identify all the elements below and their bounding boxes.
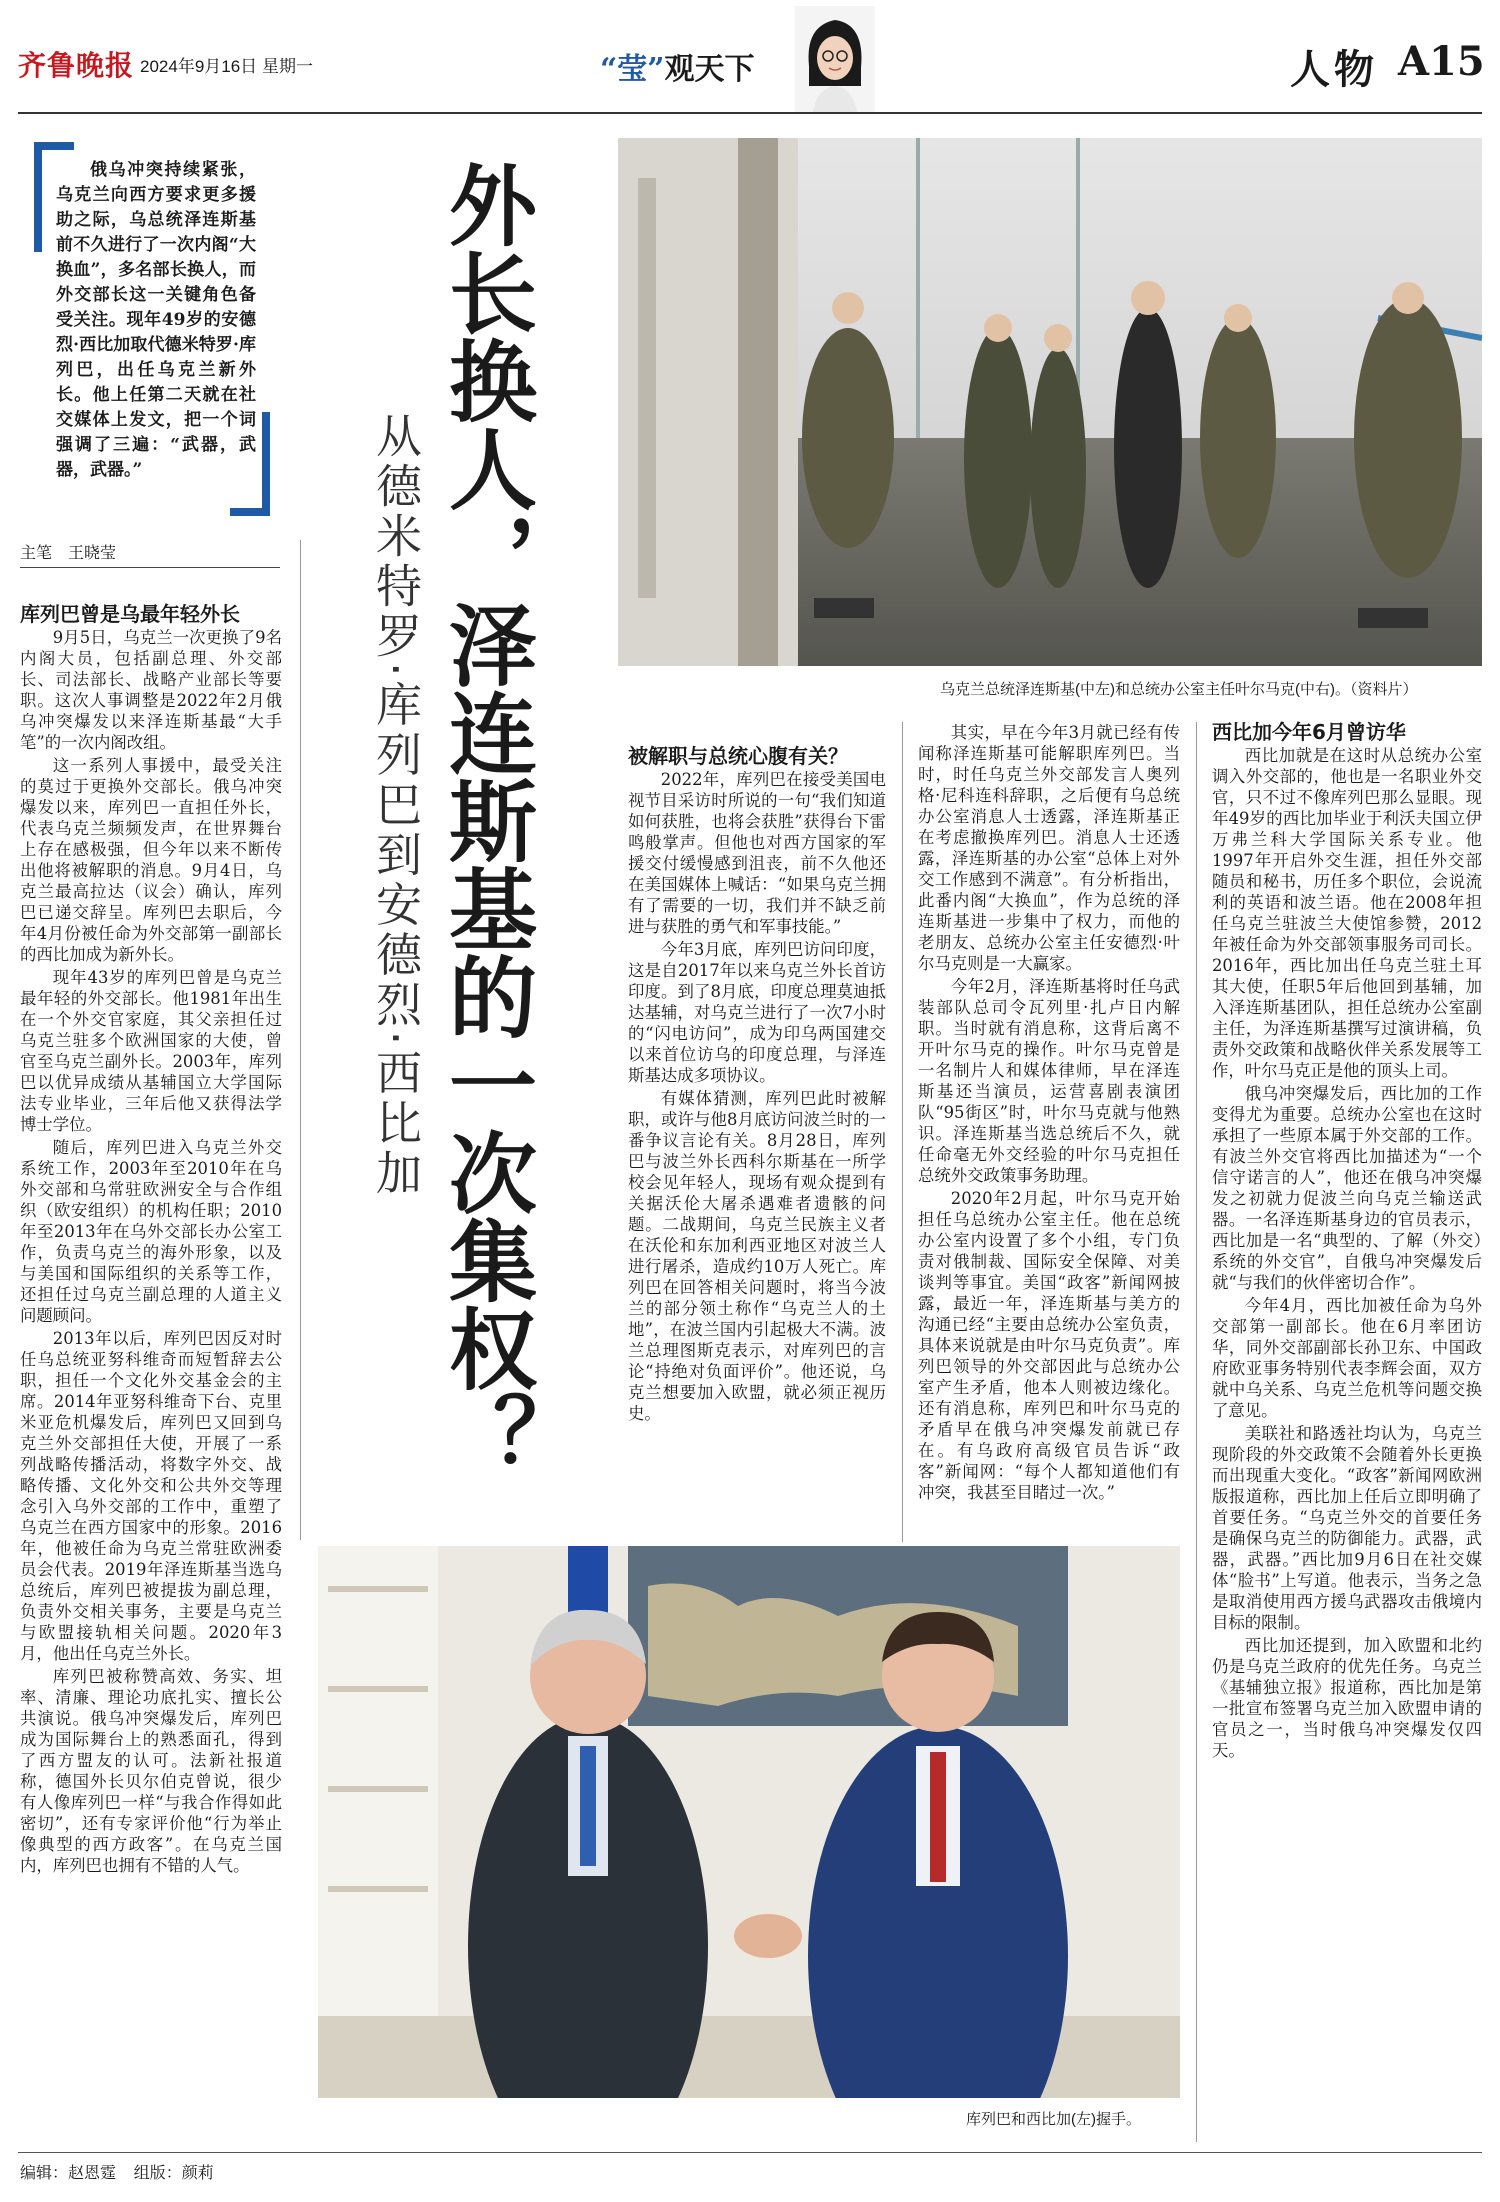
paragraph: 俄乌冲突爆发后，西比加的工作变得尤为重要。总统办公室也在这时承担了一些原本属于外交部的工作。有波兰外交官将西比加描述为“一个信守诺言的人”，他还在俄乌冲突爆发之初就力促波兰向乌克兰输送武器。一名泽连斯基身边的官员表示，西比加是一名“典型的、了解（外交）系统的外交官”，自俄乌冲突爆发后就“与我们的伙伴密切合作”。 xyxy=(1212,1084,1482,1292)
section-heading: 西比加今年6月曾访华 xyxy=(1212,720,1406,744)
photo-zelensky-yermak xyxy=(618,138,1482,666)
intro-summary: 俄乌冲突持续紧张，乌克兰向西方要求更多援助之际，乌总统泽连斯基前不久进行了一次内阁“大换血”，多名部长换人，而外交部长这一关键角色备受关注。现年49岁的安德烈·西比加取代德米特罗·库列巴，出任乌克兰新外长。他上任第二天就在社交媒体上发文，把一个词强调了三遍：“武器，武器，武器。” xyxy=(56,160,256,480)
paragraph: 随后，库列巴进入乌克兰外交系统工作，2003年至2010年在乌外交部和乌常驻欧洲安全与合作组织（欧安组织）的机构任职；2010年至2013年在乌外交部长办公室工作，负责乌克兰的海外形象，以及与美国和国际组织的关系等工作，还担任过乌克兰副总理的人道主义问题顾问。 xyxy=(20,1138,282,1325)
paragraph: 其实，早在今年3月就已经有传闻称泽连斯基可能解职库列巴。当时，时任乌克兰外交部发言人奥列格·尼科连科辞职，之后便有乌总统办公室消息人士透露，泽连斯基正在考虑撤换库列巴。消息人士还透露，泽连斯基的办公室“总体上对外交工作感到不满意”。有分析指出，此番内阁“大换血”，作为总统的泽连斯基进一步集中了权力，而他的老朋友、总统办公室主任安德烈·叶尔马克则是一大赢家。 xyxy=(918,723,1180,973)
intro-bracket xyxy=(262,412,270,516)
footer-rule xyxy=(18,2152,1482,2153)
article-column-1 xyxy=(20,604,282,1878)
photo-caption: 乌克兰总统泽连斯基(中左)和总统办公室主任叶尔马克(中右)。（资料片） xyxy=(940,681,1418,698)
header-rule xyxy=(18,112,1482,114)
paragraph: 这一系列人事援中，最受关注的莫过于更换外交部长。俄乌冲突爆发以来，库列巴一直担任外长，代表乌克兰频频发声，在世界舞台上存在感极强，但今年以来不断传出他将被解职的消息。9月4日，乌克兰最高拉达（议会）确认，库列巴已递交辞呈。库列巴去职后，今年4月份被任命为外交部第一副部长的西比加成为新外长。 xyxy=(20,756,282,964)
paragraph: 2013年以后，库列巴因反对时任乌总统亚努科维奇而短暂辞去公职，担任一个文化外交基金会的主席。2014年亚努科维奇下台、克里米亚危机爆发后，库列巴又回到乌克兰外交部担任大使，开展了一系列战略传播活动，将数字外交、战略传播、文化外交和公共外交等理念引入乌外交部的工作中，重塑了乌克兰在西方国家中的形象。2016年，他被任命为乌克兰常驻欧洲委员会代表。2019年泽连斯基当选乌总统后，库列巴被提拔为副总理，负责外交相关事务，主要是乌克兰与欧盟接轨相关问题。2020年3月，他出任乌克兰外长。 xyxy=(20,1329,282,1663)
section-name: 人物 xyxy=(1290,46,1378,93)
photo-handshake xyxy=(318,1546,1180,2098)
editor-credit: 编辑：赵恩霆 xyxy=(20,2165,117,2182)
paragraph: 2022年，库列巴在接受美国电视节目采访时所说的一句“我们知道如何获胜，也将会获胜”获得台下雷鸣般掌声。但他也对西方国家的军援交付缓慢感到沮丧，前不久他还在美国媒体上喊话：“如果乌克兰拥有了需要的一切，我们并不缺乏前进与获胜的勇气和军事技能。” xyxy=(628,770,886,936)
column-logo-mark: “莹” xyxy=(600,52,665,87)
masthead-logo: 齐鲁晚报 xyxy=(18,49,135,82)
column-divider xyxy=(1196,722,1197,2142)
issue-weekday: 星期一 xyxy=(262,57,313,76)
issue-date: 2024年9月16日 xyxy=(140,57,258,76)
paragraph: 美联社和路透社均认为，乌克兰现阶段的外交政策不会随着外长更换而出现重大变化。“政客”新闻网欧洲版报道称，西比加上任后立即明确了首要任务。“乌克兰外交的首要任务是确保乌克兰的防御能力。武器，武器，武器。”西比加9月6日在社交媒体“脸书”上写道。他表示，当务之急是取消使用西方援乌武器攻击俄境内目标的限制。 xyxy=(1212,1424,1482,1632)
paragraph: 9月5日，乌克兰一次更换了9名内阁大员，包括副总理、外交部长、司法部长、战略产业部长等要职。这次人事调整是2022年2月俄乌冲突爆发以来泽连斯基最“大手笔”的一次内阁改组。 xyxy=(20,628,282,752)
headline: 外长换人，泽连斯基的一次集权？ xyxy=(435,160,539,1480)
paragraph: 有媒体猜测，库列巴此时被解职，或许与他8月底访问波兰时的一番争议言论有关。8月28日，库列巴与波兰外长西科尔斯基在一所学校会见年轻人，现场有观众提到有关据沃伦大屠杀遇难者遗骸的问题。二战期间，乌克兰民族主义者在沃伦和东加利西亚地区对波兰人进行屠杀，造成约10万人死亡。库列巴在回答相关问题时，将当今波兰的部分领土称作“乌克兰人的土地”，在波兰国内引起极大不满。波兰总理图斯克表示，对库列巴的言论“持绝对负面评价”。他还说，乌克兰想要加入欧盟，就必须正视历史。 xyxy=(628,1089,886,1423)
article-column-4 xyxy=(1212,722,1482,1763)
column-logo xyxy=(600,44,755,88)
column-divider xyxy=(902,722,903,1542)
article-column-3 xyxy=(918,722,1180,1505)
paragraph: 今年4月，西比加被任命为乌外交部第一副部长。他在6月率团访华，同外交部副部长孙卫东、中国政府欧亚事务特别代表李辉会面，双方就中乌关系、乌克兰危机等问题交换了意见。 xyxy=(1212,1296,1482,1420)
columnist-avatar xyxy=(795,6,875,112)
column-divider xyxy=(300,540,301,1540)
paragraph: 2020年2月起，叶尔马克开始担任乌总统办公室主任。他在总统办公室内设置了多个小组，专门负责对俄制裁、国际安全保障、对美谈判等事宜。美国“政客”新闻网披露，最近一年，泽连斯基与美方的沟通已经“主要由总统办公室负责，具体来说就是由叶尔马克负责”。库列巴领导的外交部因此与总统办公室产生矛盾，他本人则被边缘化。还有消息称，库列巴和叶尔马克的矛盾早在俄乌冲突爆发前就已存在。有乌政府高级官员告诉“政客”新闻网：“每个人都知道他们有冲突，我甚至目睹过一次。” xyxy=(918,1189,1180,1502)
byline: 主笔 王晓莹 xyxy=(20,540,280,568)
paragraph: 今年3月底，库列巴访问印度，这是自2017年以来乌克兰外长首访印度。到了8月底，印度总理莫迪抵达基辅，对乌克兰进行了一次7小时的“闪电访问”，成为印乌两国建交以来首位访乌的印度总理，与泽连斯基达成多项协议。 xyxy=(628,940,886,1085)
page-number: A15 xyxy=(1398,38,1485,85)
intro-bracket xyxy=(230,508,270,516)
subheadline: 从德米特罗·库列巴到安德烈·西比加 xyxy=(369,412,423,1200)
intro-bracket xyxy=(34,142,74,150)
intro-bracket xyxy=(34,142,42,252)
layout-credit: 组版：颜莉 xyxy=(133,2165,214,2182)
paragraph: 库列巴被称赞高效、务实、坦率、清廉、理论功底扎实、擅长公共演说。俄乌冲突爆发后，库列巴成为国际舞台上的熟悉面孔，得到了西方盟友的认可。法新社报道称，德国外长贝尔伯克曾说，很少有人像库列巴一样“与我合作得如此密切”，还有专家评价他“行为举止像典型的西方政客”。在乌克兰国内，库列巴也拥有不错的人气。 xyxy=(20,1667,282,1875)
paragraph: 西比加还提到，加入欧盟和北约仍是乌克兰政府的优先任务。乌克兰《基辅独立报》报道称，西比加是第一批宣布签署乌克兰加入欧盟申请的官员之一，当时俄乌冲突爆发仅四天。 xyxy=(1212,1636,1482,1760)
column-logo-text: 观天下 xyxy=(664,52,755,87)
paragraph: 西比加就是在这时从总统办公室调入外交部的，他也是一名职业外交官，只不过不像库列巴那么显眼。现年49岁的西比加毕业于利沃夫国立伊万弗兰科大学国际关系专业。他1997年开启外交生涯，担任外交部随员和秘书，历任多个职位，会说流利的英语和波兰语。他在2008年担任乌克兰驻波兰大使馆参赞，2012年被任命为外交部领事服务司司长。2016年，西比加出任乌克兰驻土耳其大使，任职5年后他回到基辅，加入泽连斯基团队，担任总统办公室副主任，为泽连斯基撰写过演讲稿，负责外交政策和战略伙伴关系发展等工作，叶尔马克正是他的顶头上司。 xyxy=(1212,746,1482,1080)
section-heading: 被解职与总统心腹有关？ xyxy=(628,744,848,768)
paragraph: 现年43岁的库列巴曾是乌克兰最年轻的外交部长。他1981年出生在一个外交官家庭，其父亲担任过乌克兰驻多个欧洲国家的大使，曾官至乌克兰副外长。2003年，库列巴以优异成绩从基辅国立大学国际法专业毕业，三年后他又获得法学博士学位。 xyxy=(20,968,282,1134)
photo-caption: 库列巴和西比加(左)握手。 xyxy=(966,2111,1141,2128)
paragraph: 今年2月，泽连斯基将时任乌武装部队总司令瓦列里·扎卢日内解职。当时就有消息称，这背后离不开叶尔马克的操作。叶尔马克曾是一名制片人和媒体律师，早在泽连斯基还当演员，运营喜剧表演团队“95街区”时，叶尔马克就与他熟识。泽连斯基当选总统后不久，就任命毫无外交经验的叶尔马克担任总统外交政策事务助理。 xyxy=(918,977,1180,1185)
section-heading: 库列巴曾是乌最年轻外长 xyxy=(20,602,240,626)
article-column-2 xyxy=(628,746,886,1426)
footer-credits xyxy=(20,2160,214,2183)
